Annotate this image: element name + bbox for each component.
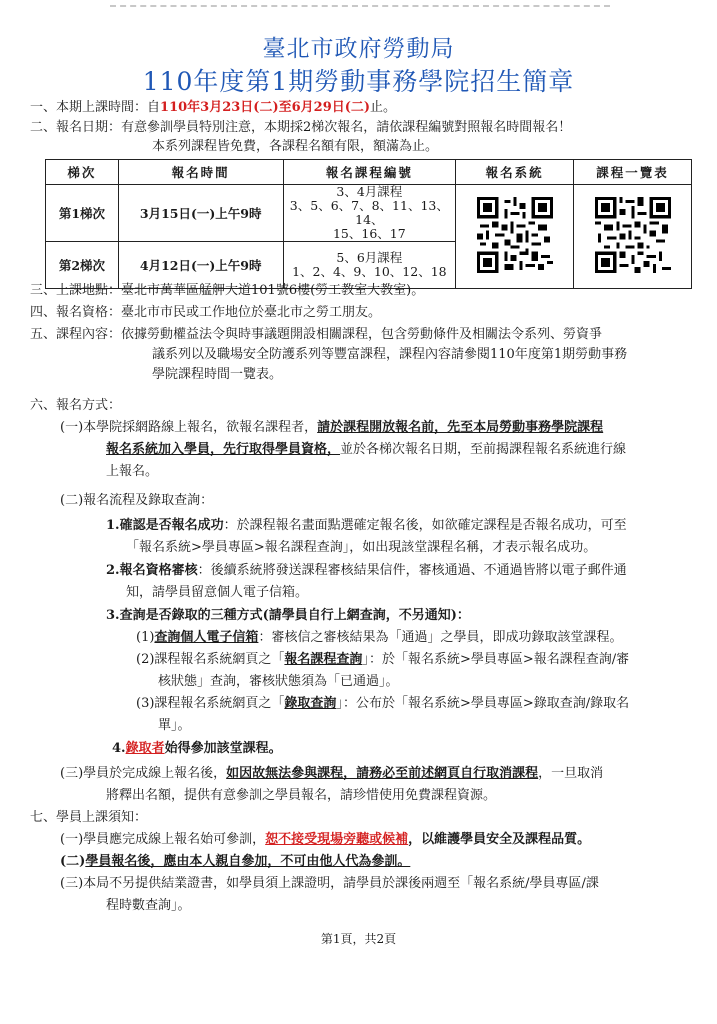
section-2-note: 本系列課程皆免費，各課程名額有限，額滿為止。 xyxy=(152,139,439,154)
section-6-p1-line2: 報名系統加入學員，先行取得學員資格，並於各梯次報名日期，至前揭課程報名系統進行線 xyxy=(106,442,627,457)
section-6-p1: (一)本學院採網路線上報名，欲報名課程者，請於課程開放報名前，先至本局勞動事務學院課程 xyxy=(60,420,604,435)
section-1: 一、本期上課時間：自110年3月23日(二)至6月29日(二)止。 xyxy=(30,100,397,115)
section-6-heading: 六、報名方式： xyxy=(30,398,122,413)
section-5-line2: 議系列以及職場安全防護系列等豐富課程，課程內容請參閱110年度第1期勞動事務 xyxy=(152,347,628,362)
header-course-list: 課程一覽表 xyxy=(574,160,692,185)
step-3-method-2-line2: 核狀態」查詢，審核狀態須為「已通過」。 xyxy=(158,674,399,689)
section-7-p2: (二)學員報名後，應由本人親自參加，不可由他人代為參訓。 xyxy=(60,854,411,869)
section-7-heading: 七、學員上課須知： xyxy=(30,810,148,825)
step-3-method-2: (2)課程報名系統網頁之「報名課程查詢」：於「報名系統>學員專區>報名課程查詢/審 xyxy=(136,652,630,667)
section-5: 五、課程內容：依據勞動權益法令與時事議題開設相關課程，包含勞動條件及相關法令系列、勞資爭 xyxy=(30,327,603,342)
qr-code-icon[interactable] xyxy=(477,197,553,276)
class-period: 110年3月23日(二)至6月29日(二) xyxy=(160,100,371,115)
section-7-p1: (一)學員應完成線上報名始可參訓，恕不接受現場旁聽或候補，以維護學員安全及課程品質。 xyxy=(60,832,591,847)
course-list-qr-cell[interactable] xyxy=(574,185,692,289)
step-2: 2.報名資格審核：後續系統將發送課程審核結果信件，審核通過、不通過皆將以電子郵件通 xyxy=(106,563,627,578)
table-row xyxy=(46,185,692,242)
section-6-p1-line3: 上報名。 xyxy=(106,464,159,479)
section-6-p3: (三)學員於完成線上報名後，如因故無法參與課程，請務必至前述網頁自行取消課程，一旦取消 xyxy=(60,766,604,781)
header-courses: 報名課程編號 xyxy=(283,160,456,185)
section-4: 四、報名資格：臺北市市民或工作地位於臺北市之勞工朋友。 xyxy=(30,305,382,320)
section-7-p3: (三)本局不另提供結業證書，如學員須上課證明，請學員於課後兩週至「報名系統/學員專區/課 xyxy=(60,876,599,891)
page-title-agency: 臺北市政府勞動局 xyxy=(262,36,455,62)
table-header-row xyxy=(46,160,692,185)
section-7-p3-line2: 程時數查詢」。 xyxy=(106,898,191,913)
step-3-method-3-line2: 單」。 xyxy=(158,718,191,733)
courses-cell: 3、4月課程 3、5、6、7、8、11、13、14、 15、16、17 xyxy=(283,185,456,242)
header-system: 報名系統 xyxy=(456,160,574,185)
qr-code-icon[interactable] xyxy=(595,197,671,276)
step-4: 4.錄取者始得參加該堂課程。 xyxy=(112,741,282,756)
courses-cell: 5、6月課程 1、2、4、9、10、12、18 xyxy=(283,242,456,289)
step-3-method-3: (3)課程報名系統網頁之「錄取查詢」：公布於「報名系統>學員專區>錄取查詢/錄取名 xyxy=(136,696,630,711)
section-5-line3: 學院課程時間一覽表。 xyxy=(152,367,283,382)
step-1-line2: 「報名系統>學員專區>報名課程查詢」，如出現該堂課程名稱，才表示報名成功。 xyxy=(126,540,597,555)
batch-cell: 第1梯次 xyxy=(46,185,119,242)
section-3: 三、上課地點：臺北市萬華區艋舺大道101號6樓(勞工教室大教室)。 xyxy=(30,283,425,298)
header-batch: 梯次 xyxy=(46,160,119,185)
page-number: 第1頁，共2頁 xyxy=(320,932,397,946)
time-cell: 3月15日(一)上午9時 xyxy=(118,185,283,242)
batch-cell: 第2梯次 xyxy=(46,242,119,289)
section-6-p2-heading: (二)報名流程及錄取查詢： xyxy=(60,493,214,508)
scan-dashed-line xyxy=(110,5,610,7)
header-time: 報名時間 xyxy=(118,160,283,185)
section-2: 二、報名日期：有意參訓學員特別注意，本期採2梯次報名，請依課程編號對照報名時間報名！ xyxy=(30,120,572,135)
time-cell: 4月12日(一)上午9時 xyxy=(118,242,283,289)
step-2-line2: 知，請學員留意個人電子信箱。 xyxy=(126,585,309,600)
register-qr-cell[interactable] xyxy=(456,185,574,289)
step-3-method-1: (1)查詢個人電子信箱：審核信之審核結果為「通過」之學員，即成功錄取該堂課程。 xyxy=(136,630,623,645)
page-title-main: 110年度第1期勞動事務學院招生簡章 xyxy=(142,67,575,96)
registration-schedule-table xyxy=(45,159,692,289)
step-1: 1.確認是否報名成功：於課程報名畫面點選確定報名後，如欲確定課程是否報名成功，可至 xyxy=(106,518,627,533)
step-3: 3.查詢是否錄取的三種方式(請學員自行上網查詢，不另通知)： xyxy=(106,608,470,623)
section-6-p3-line2: 將釋出名額，提供有意參訓之學員報名，請珍惜使用免費課程資源。 xyxy=(106,788,497,803)
